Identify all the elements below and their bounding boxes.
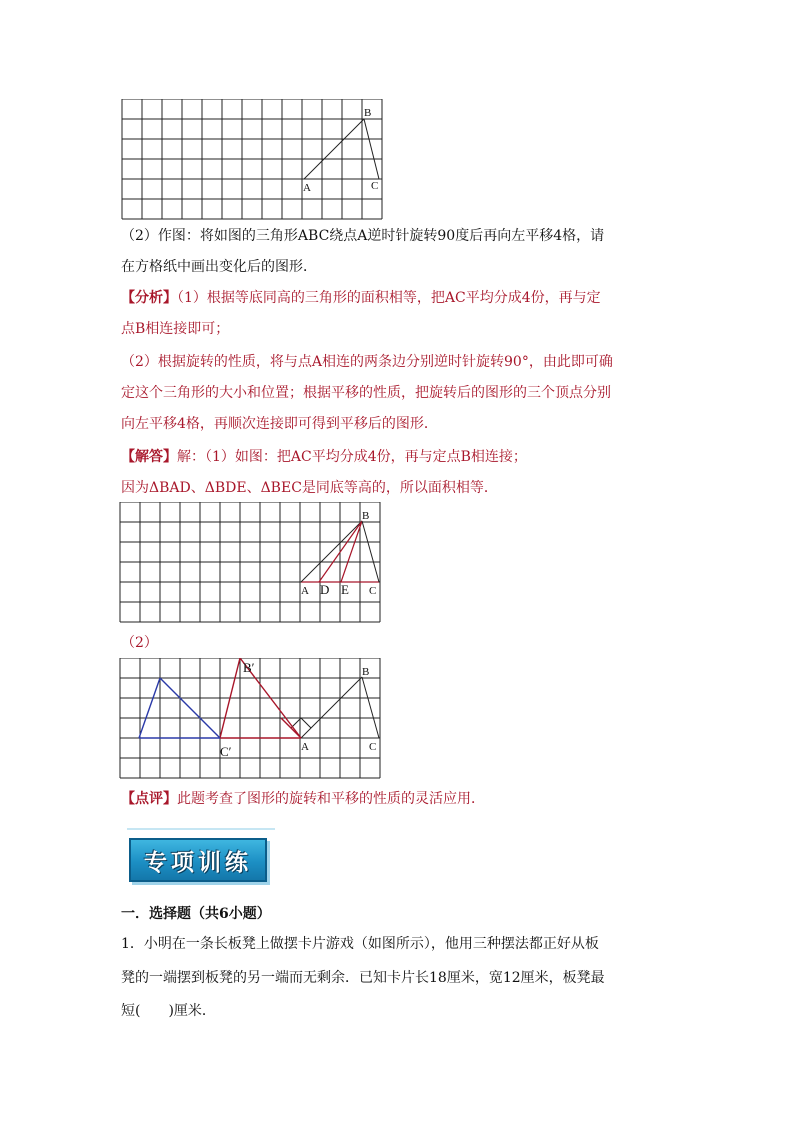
label-e: E (341, 582, 349, 597)
answer-text-1: 解：（1）如图：把AC平均分成4份，再与定点B相连接； (177, 449, 527, 465)
analysis-line-3: （2）根据旋转的性质，将与点A相连的两条边分别逆时针旋转90°，由此即可确 (121, 354, 613, 370)
part2-label: （2） (121, 635, 158, 651)
segment-ab (304, 119, 364, 179)
label-c: C (369, 741, 377, 753)
comment-tag: 【点评】 (121, 791, 177, 807)
segment-bc (362, 677, 379, 738)
analysis-line-2: 点B相连接即可； (121, 321, 230, 337)
rotated-ab-mark (291, 718, 311, 728)
figure-3-grid (119, 658, 383, 782)
label-b: B (362, 510, 370, 522)
comment-line (121, 789, 485, 809)
analysis-line-5: 向左平移4格，再顺次连接即可得到平移后的图形． (121, 416, 438, 432)
segment-bc (362, 521, 379, 582)
translated-side-2 (139, 678, 160, 738)
answer-line-1 (121, 447, 527, 467)
label-c-prime: C′ (220, 744, 232, 759)
section-banner (127, 828, 277, 888)
label-d: D (320, 582, 330, 597)
analysis-line-1 (121, 288, 601, 308)
label-c: C (369, 585, 377, 597)
comment-text: 此题考查了图形的旋转和平移的性质的灵活应用． (177, 791, 485, 807)
section-heading: 一．选择题（共6小题） (121, 906, 271, 922)
q2-text-2: 在方格纸中画出变化后的图形． (121, 259, 317, 275)
q2-text: （2）作图：将如图的三角形ABC绕点A逆时针旋转90度后再向左平移4格，请 (121, 228, 605, 244)
label-b: B (362, 666, 370, 678)
segment-bc (364, 119, 379, 179)
section-box (129, 838, 267, 882)
analysis-tag: 【分析】 (121, 290, 177, 306)
analysis-text-1: （1）根据等底同高的三角形的面积相等，把AC平均分成4份，再与定 (177, 290, 601, 306)
label-b-prime: B′ (243, 660, 255, 675)
figure-1-grid (121, 99, 383, 221)
answer-line-2: 因为ΔBAD、ΔBDE、ΔBEC是同底等高的，所以面积相等． (121, 480, 498, 496)
q1-line-1: 1．小明在一条长板凳上做摆卡片游戏（如图所示），他用三种摆法都正好从板 (121, 936, 599, 952)
q1-line-2: 凳的一端摆到板凳的另一端而无剩余．已知卡片长18厘米，宽12厘米，板凳最 (121, 970, 605, 986)
q1-line-3: 短( )厘米． (121, 1003, 216, 1019)
label-b: B (364, 107, 372, 119)
segment-ab (301, 677, 362, 738)
section-shade (127, 828, 275, 830)
figure-2-grid (119, 502, 383, 626)
label-c: C (371, 180, 379, 192)
label-a: A (303, 182, 311, 194)
translated-side-3 (160, 678, 220, 738)
segment-ab (301, 521, 362, 582)
analysis-line-4: 定这个三角形的大小和位置；根据平移的性质，把旋转后的图形的三个顶点分别 (121, 385, 611, 401)
label-a: A (301, 741, 309, 753)
section-title: 专项训练 (144, 850, 252, 876)
segment-be (341, 521, 362, 582)
answer-tag: 【解答】 (121, 449, 177, 465)
label-a: A (301, 585, 309, 597)
